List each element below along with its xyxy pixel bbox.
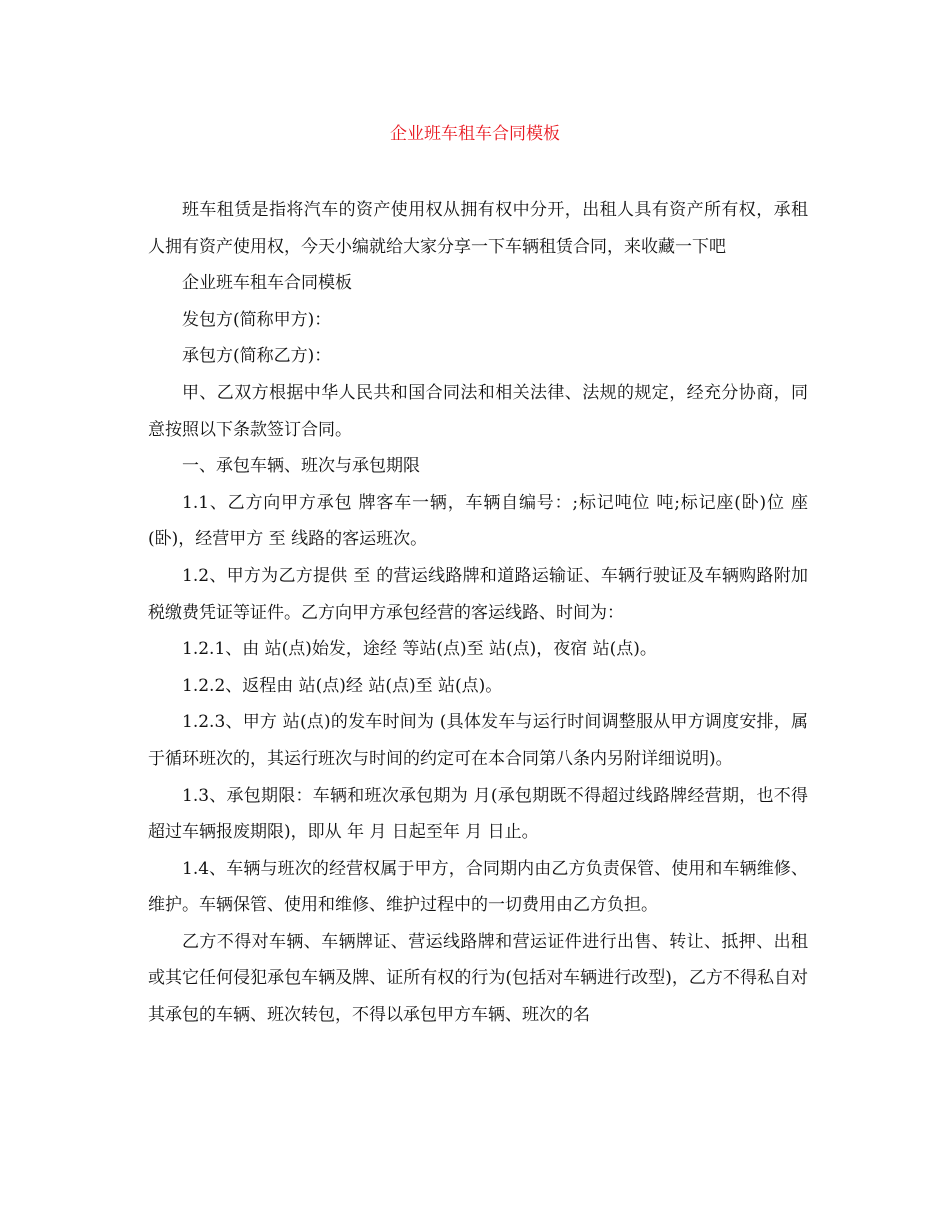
clause-1-2-2: 1.2.2、返程由 站(点)经 站(点)至 站(点)。 [182,675,503,696]
clause-1-2-1: 1.2.1、由 站(点)始发，途经 等站(点)至 站(点)，夜宿 站(点)。 [182,639,657,660]
document-body [148,192,808,1034]
document-title: 企业班车租车合同模板 [390,124,560,144]
section-heading-1: 一、承包车辆、班次与承包期限 [182,456,420,477]
clause-1-2: 1.2、甲方为乙方提供 至 的营运线路牌和道路运输证、车辆行驶证及车辆购路附加税缴费凭证等证件。乙方向甲方承包经营的客运线路、时间为： [148,565,808,623]
clause-1-4: 1.4、车辆与班次的经营权属于甲方，合同期内由乙方负责保管、使用和车辆维修、维护。车辆保管、使用和维修、维护过程中的一切费用由乙方负担。 [148,858,808,916]
paragraph-preamble: 甲、乙双方根据中华人民共和国合同法和相关法律、法规的规定，经充分协商，同意按照以下条款签订合同。 [148,382,808,440]
clause-1-1: 1.1、乙方向甲方承包 牌客车一辆，车辆自编号：;标记吨位 吨;标记座(卧)位 座(卧)，经营甲方 至 线路的客运班次。 [148,492,808,550]
clause-1-3: 1.3、承包期限：车辆和班次承包期为 月(承包期既不得超过线路牌经营期，也不得超过车辆报废期限)，即从 年 月 日起至年 月 日止。 [148,785,808,843]
clause-1-2-3: 1.2.3、甲方 站(点)的发车时间为 (具体发车与运行时间调整服从甲方调度安排，属于循环班次的，其运行班次与时间的约定可在本合同第八条内另附详细说明)。 [148,712,808,769]
clause-1-4-continued: 乙方不得对车辆、车辆牌证、营运线路牌和营运证件进行出售、转让、抵押、出租或其它任何侵犯承包车辆及牌、证所有权的行为(包括对车辆进行改型)，乙方不得私自对其承包的车辆、班次转包，不得以承包甲方车辆、班次的名 [148,931,808,1026]
paragraph-subtitle: 企业班车租车合同模板 [182,273,352,294]
paragraph-party-a: 发包方(简称甲方)： [182,309,332,330]
paragraph-party-b: 承包方(简称乙方)： [182,346,332,367]
paragraph-intro: 班车租赁是指将汽车的资产使用权从拥有权中分开，出租人具有资产所有权，承租人拥有资产使用权，今天小编就给大家分享一下车辆租赁合同，来收藏一下吧 [148,200,808,257]
